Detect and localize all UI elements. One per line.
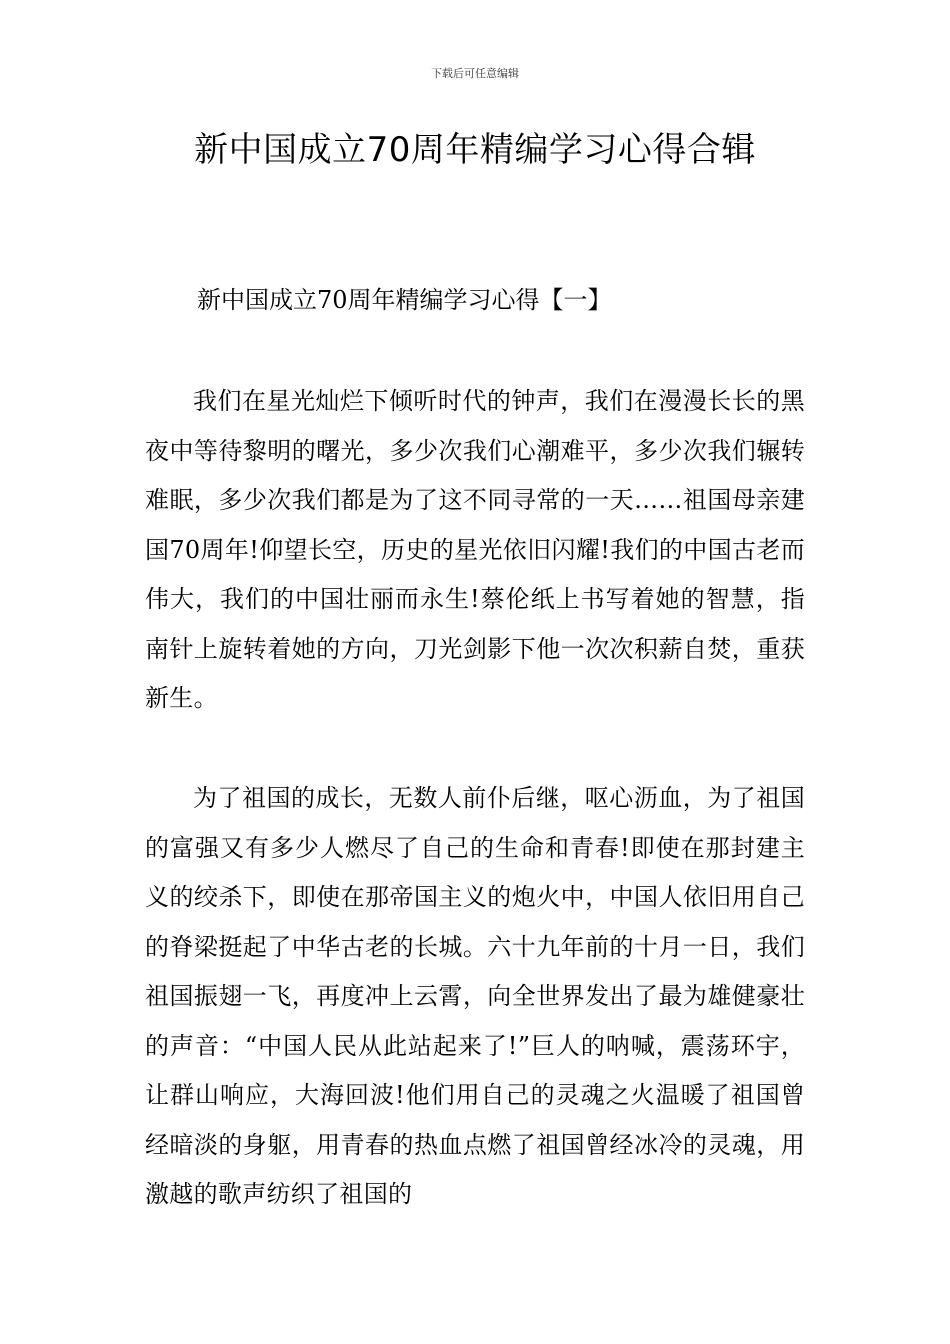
document-title: 新中国成立70周年精编学习心得合辑 [194, 130, 756, 170]
body-paragraph: 我们在星光灿烂下倾听时代的钟声，我们在漫漫长长的黑夜中等待黎明的曙光，多少次我们心潮难平，多少次我们辗转难眠，多少次我们都是为了这不同寻常的一天……祖国母亲建国70周年!仰望长空，历史的星光依旧闪耀!我们的中国古老而伟大，我们的中国壮丽而永生!蔡伦纸上书写着她的智慧，指南针上旋转着她的方向，刀光剑影下他一次次积薪自焚，重获新生。 [145, 387, 805, 712]
body-paragraph: 为了祖国的成长，无数人前仆后继，呕心沥血，为了祖国的富强又有多少人燃尽了自己的生命和青春!即使在那封建主义的绞杀下，即使在那帝国主义的炮火中，中国人依旧用自己的脊梁挺起了中华古老的长城。六十九年前的十月一日，我们祖国振翅一飞，再度冲上云霄，向全世界发出了最为雄健豪壮的声音：“中国人民从此站起来了!”巨人的呐喊，震荡环宇，让群山响应，大海回波!他们用自己的灵魂之火温暖了祖国曾经暗淡的身躯，用青春的热血点燃了祖国曾经冰冷的灵魂，用激越的歌声纺织了祖国的 [145, 784, 805, 1208]
section-heading: 新中国成立70周年精编学习心得【一】 [197, 286, 612, 314]
header-note: 下载后可任意编辑 [431, 67, 519, 80]
